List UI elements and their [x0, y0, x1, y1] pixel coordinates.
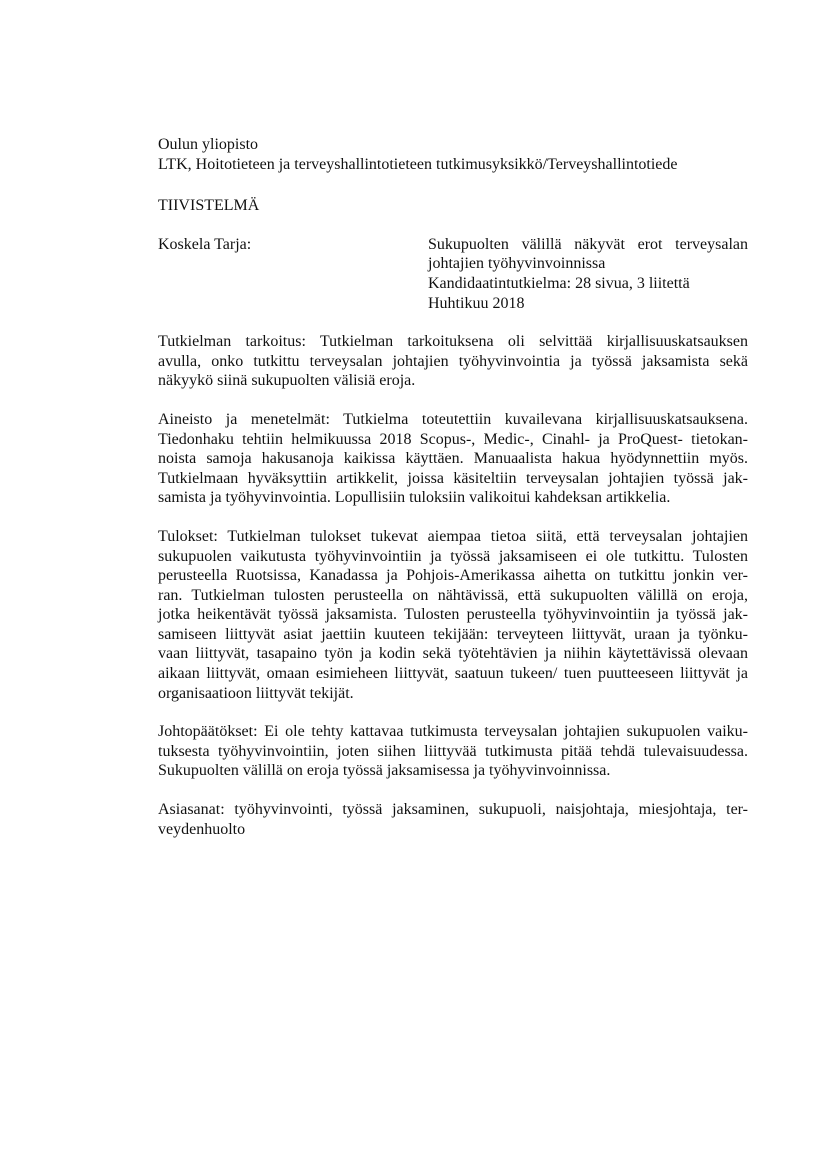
text-line: aikaan liittyvät, omaan esimieheen liittyvät, saatuun tukeen/ tuen puutteeseen liittyvät ja	[158, 665, 748, 683]
text-line: vaan liittyvät, tasapaino työn ja kodin sekä työtehtävien ja niihin käytettävissä olevaan	[158, 645, 748, 663]
text-line: näkyykö siinä sukupuolten välisiä eroja.	[158, 372, 416, 390]
thesis-title-line-2: johtajien työhyvinvoinnissa	[428, 255, 606, 273]
text-line: avulla, onko tutkittu terveysalan johtajien työhyvinvointia ja työssä jaksamista sekä	[158, 352, 748, 370]
text-line: sukupuolen vaikutusta työhyvinvointiin ja työssä jaksamiseen ei ole tutkittu. Tulosten	[158, 547, 748, 565]
text-line: perusteella Ruotsissa, Kanadassa ja Pohjois-Amerikassa aihetta on tutkittu jonkin ver-	[158, 567, 748, 585]
thesis-type: Kandidaatintutkielma: 28 sivua, 3 liitettä	[428, 274, 690, 292]
text-line: Asiasanat: työhyvinvointi, työssä jaksaminen, sukupuoli, naisjohtaja, miesjohtaja, ter-	[158, 801, 748, 819]
text-line: Tulokset: Tutkielman tulokset tukevat aiempaa tietoa siitä, että terveysalan johtajien	[158, 527, 748, 545]
text-line: tuksesta työhyvinvointiin, joten siihen liittyvää tutkimusta pitää tehdä tulevaisuudessa.	[158, 742, 748, 760]
organization-block	[158, 135, 748, 174]
text-line: organisaatioon liittyvät tekijät.	[158, 684, 354, 702]
section-purpose	[158, 332, 748, 391]
abstract-page	[158, 135, 748, 839]
university-name: Oulun yliopisto	[158, 136, 259, 153]
text-line: Aineisto ja menetelmät: Tutkielma toteutettiin kuvailevana kirjallisuuskatsauksena.	[158, 410, 748, 428]
text-line: veydenhuolto	[158, 820, 246, 838]
author-name: Koskela Tarja:	[158, 235, 252, 253]
text-line: Sukupuolten välillä on eroja työssä jaksamisessa ja työhyvinvoinnissa.	[158, 762, 611, 780]
section-conclusions	[158, 722, 748, 781]
section-results	[158, 527, 748, 703]
text-line: ran. Tutkielman tulosten perusteella on nähtävissä, että sukupuolten välillä on eroja,	[158, 586, 748, 604]
text-line: Tiedonhaku tehtiin helmikuussa 2018 Scopus-, Medic-, Cinahl- ja ProQuest- tietokan-	[158, 430, 748, 448]
text-line: samista ja työhyvinvointia. Lopullisiin tuloksiin valikoitui kahdeksan artikkelia.	[158, 489, 671, 507]
thesis-date: Huhtikuu 2018	[428, 294, 525, 312]
thesis-meta	[158, 235, 748, 313]
text-line: Tutkielmaan hyväksyttiin artikkelit, joissa käsiteltiin terveysalan johtajien työssä jak-	[158, 469, 748, 487]
section-keywords	[158, 800, 748, 839]
text-line: samiseen liittyvät asiat jaettiin kuuteen tekijään: terveyteen liittyvät, uraan ja työnku-	[158, 625, 748, 643]
thesis-info	[428, 235, 748, 313]
text-line: Tutkielman tarkoitus: Tutkielman tarkoituksena oli selvittää kirjallisuuskatsauksen	[158, 333, 748, 351]
section-methods	[158, 410, 748, 508]
text-line: jotka heikentävät työssä jaksamista. Tulosten perusteella työhyvinvointiin ja työssä jak-	[158, 606, 748, 624]
thesis-title-line-1: Sukupuolten välillä näkyvät erot terveysalan	[428, 235, 748, 253]
abstract-heading: TIIVISTELMÄ	[158, 197, 260, 215]
research-unit: LTK, Hoitotieteen ja terveyshallintotieteen tutkimusyksikkö/Terveyshallintotiede	[158, 155, 678, 173]
text-line: noista samoja hakusanoja kaikissa käyttäen. Manuaalista hakua hyödynnettiin myös.	[158, 450, 748, 468]
text-line: Johtopäätökset: Ei ole tehty kattavaa tutkimusta terveysalan johtajien sukupuolen vaiku-	[158, 723, 748, 741]
